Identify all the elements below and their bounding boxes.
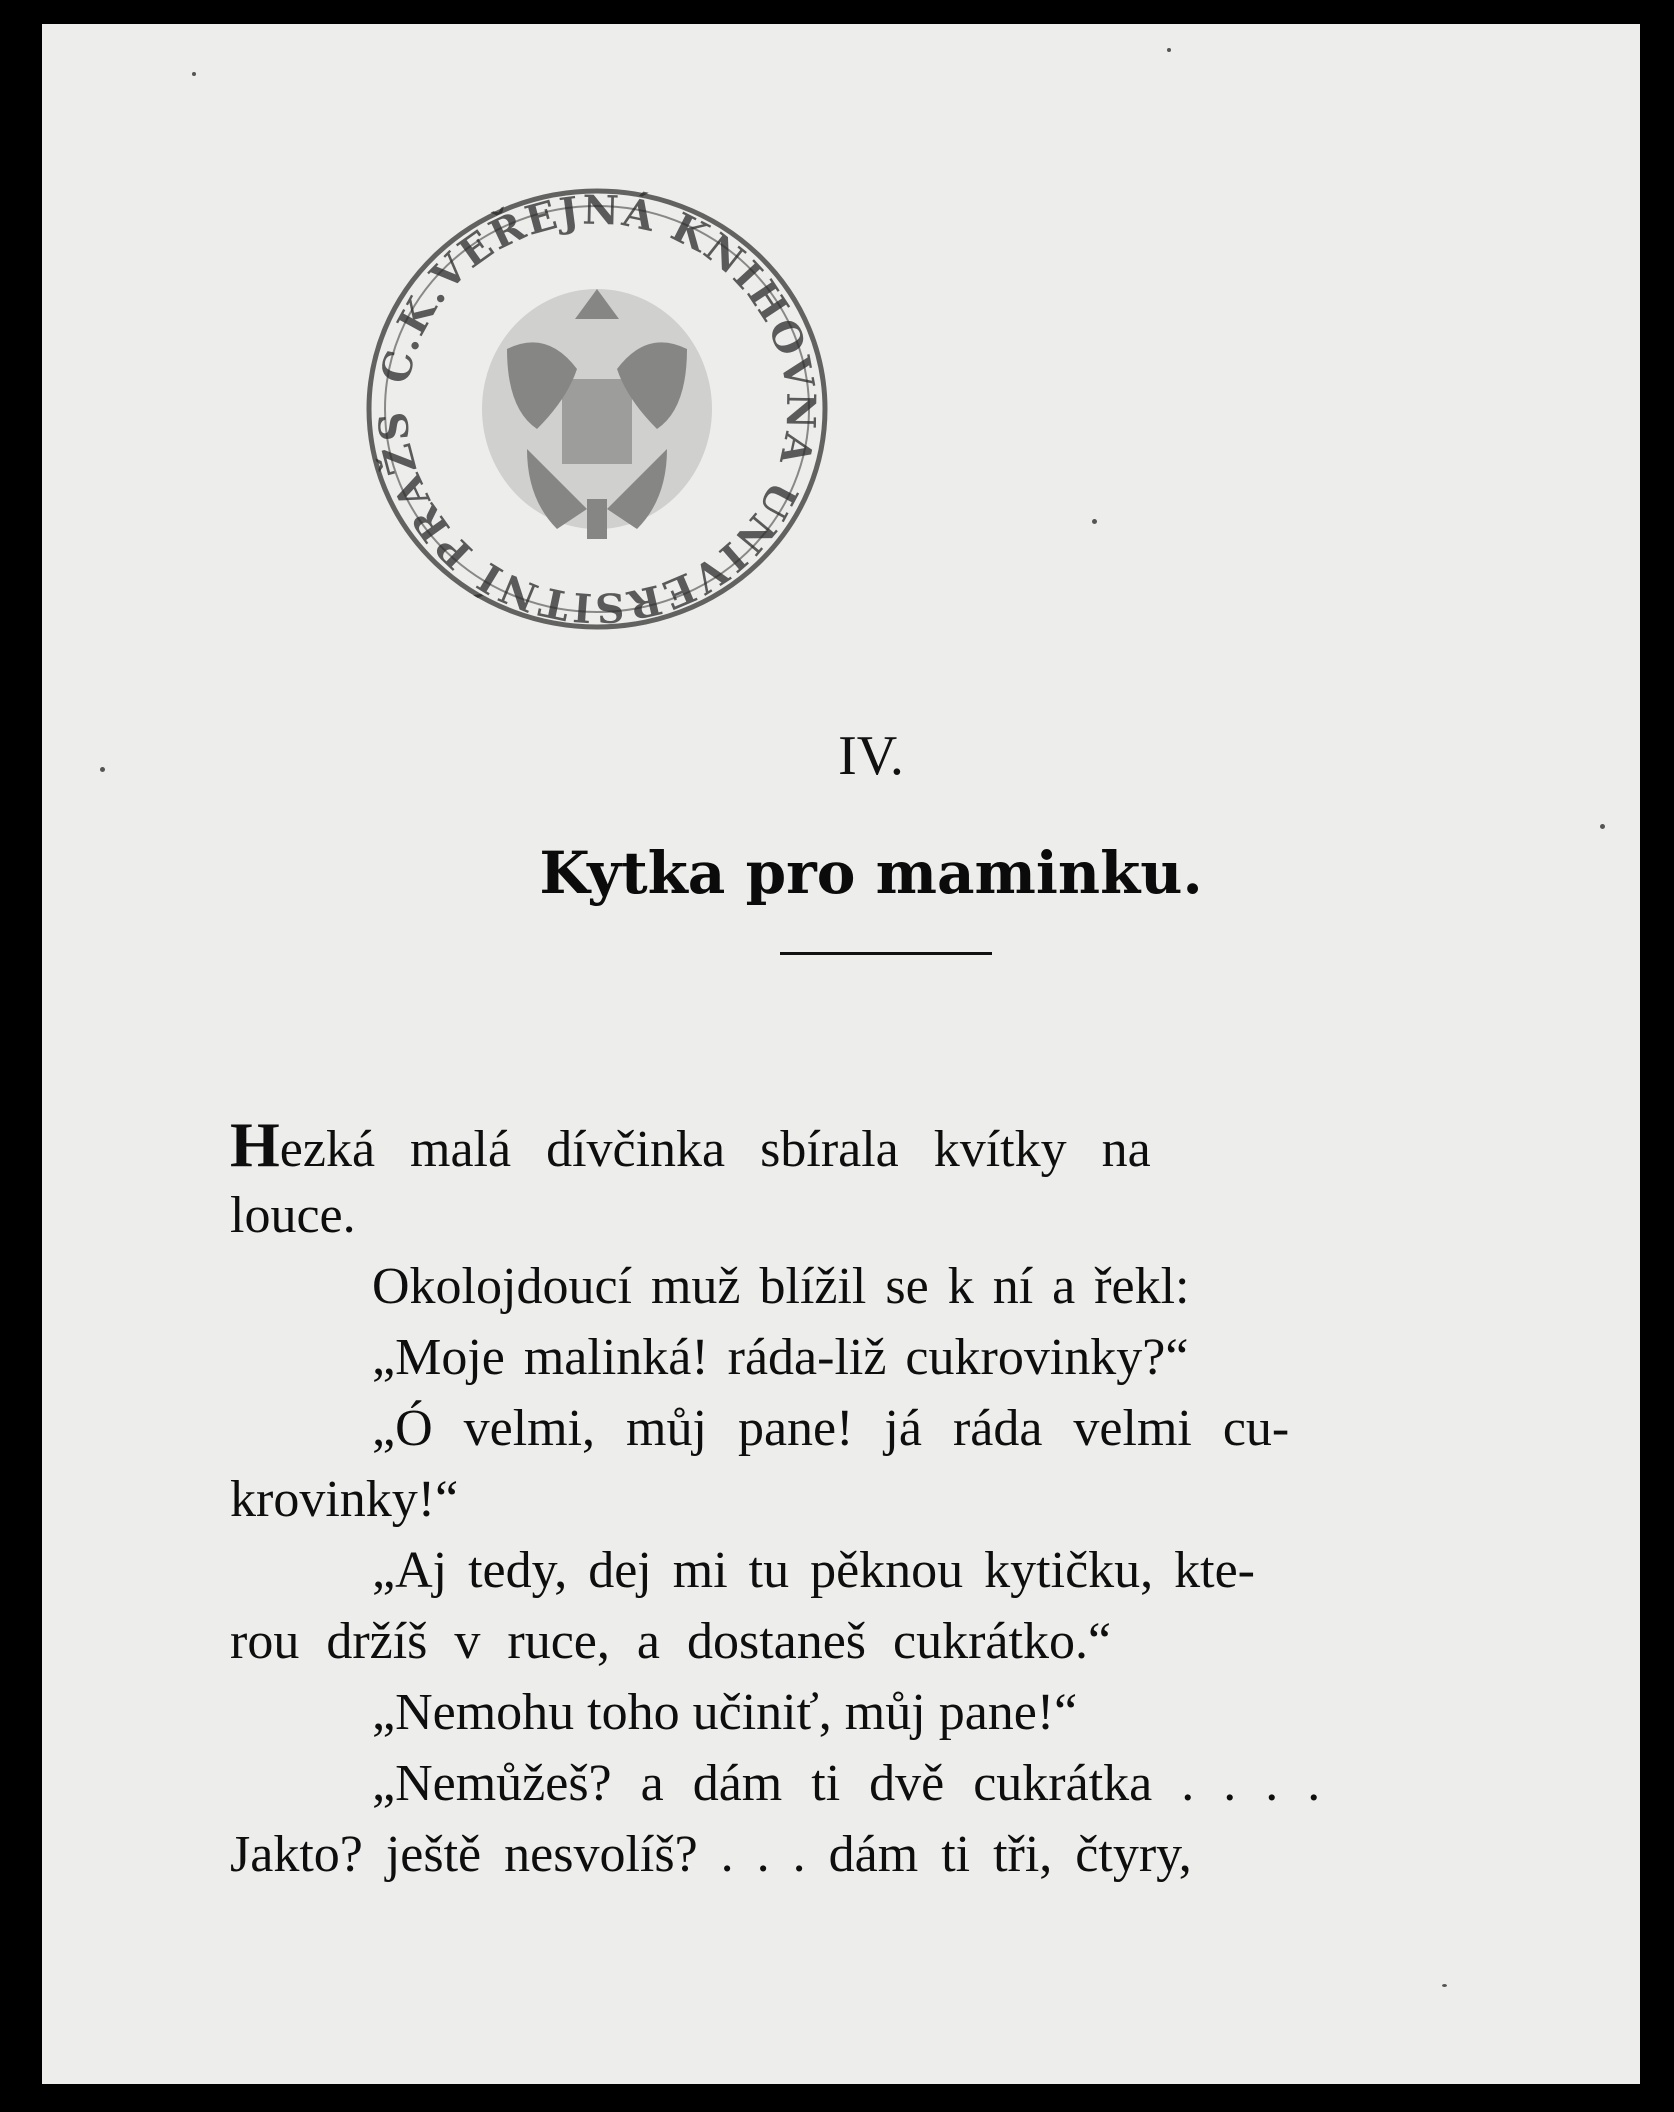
paper-speck bbox=[100, 767, 105, 772]
paper-speck bbox=[1442, 1984, 1447, 1987]
text-line: „Moje malinká! ráda-liž cukrovinky?“ bbox=[372, 1329, 1189, 1386]
book-page bbox=[42, 24, 1640, 2084]
paper-speck bbox=[1092, 519, 1097, 524]
title-divider bbox=[780, 952, 992, 955]
text-line: „Nemohu toho učiniť, můj pane!“ bbox=[372, 1684, 1078, 1741]
text-line: louce. bbox=[230, 1187, 356, 1244]
text-line: Okolojdoucí muž blížil se k ní a řekl: bbox=[372, 1258, 1190, 1315]
text-line: rou držíš v ruce, a dostaneš cukrátko.“ bbox=[230, 1613, 1112, 1670]
chapter-number: IV. bbox=[838, 725, 904, 787]
paper-speck bbox=[1167, 48, 1171, 52]
text-line: Jakto? ještě nesvolíš? . . . dám ti tři, čtyry, bbox=[230, 1826, 1192, 1883]
paper-speck bbox=[192, 72, 196, 76]
text-line: „Ó velmi, můj pane! já ráda velmi cu- bbox=[372, 1400, 1290, 1457]
text-line bbox=[230, 1109, 1595, 1180]
svg-text:C.K.VEŘEJNÁ KNIHOVNA UNIVERSIT: C.K.VEŘEJNÁ KNIHOVNA UNIVERSITNÍ PRAŽS bbox=[369, 186, 825, 632]
stamp-seal-icon bbox=[357, 179, 837, 639]
text-line-content: ezká malá dívčinka sbírala kvítky na bbox=[279, 1121, 1151, 1178]
text-line: „Nemůžeš? a dám ti dvě cukrátka . . . . bbox=[372, 1755, 1321, 1812]
chapter-body bbox=[230, 1109, 1595, 1890]
text-line: „Aj tedy, dej mi tu pěknou kytičku, kte- bbox=[372, 1542, 1255, 1599]
drop-cap: H bbox=[230, 1109, 280, 1180]
chapter-title: Kytka pro maminku. bbox=[539, 839, 1203, 907]
text-line: krovinky!“ bbox=[230, 1471, 459, 1528]
paper-speck bbox=[1600, 824, 1605, 829]
library-stamp bbox=[357, 179, 837, 639]
